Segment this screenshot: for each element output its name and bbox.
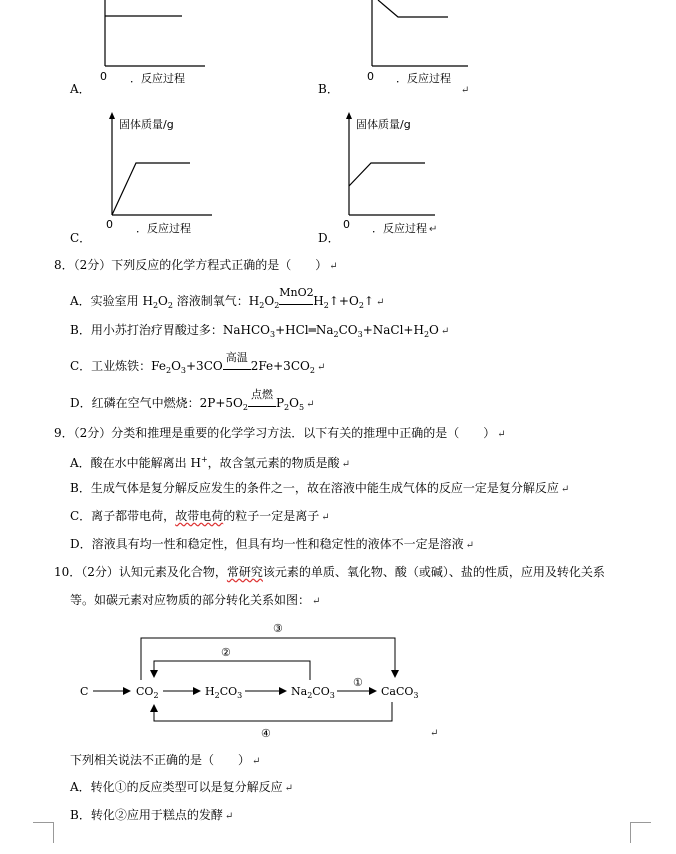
q10-stem-line2: 等。如碳元素对应物质的部分转化关系如图： ↵: [70, 593, 321, 607]
q8-c-condition: 高温: [223, 360, 251, 370]
option-c-label: C．: [70, 231, 92, 245]
q9-option-b: B．生成气体是复分解反应发生的条件之一，故在溶液中能生成气体的反应一定是复分解反应 ↵: [70, 481, 570, 495]
q8-option-a: A．实验室用 $H_2O_2$ 溶液制氧气：$H_2O_2$ MnO2 $H_2↑+O_2↑$ ↵: [70, 286, 385, 310]
page-corner-left: [33, 822, 54, 843]
q8-a-condition: MnO2: [279, 295, 313, 305]
q10-option-b: B．转化②应用于糕点的发酵 ↵: [70, 808, 234, 822]
graph-c-y-arrow: [109, 112, 115, 119]
label-1: ①: [353, 676, 363, 689]
label-2: ②: [221, 646, 231, 659]
graph-c-origin: 0: [106, 218, 113, 231]
label-4: ④: [261, 727, 271, 740]
carbon-conversion-diagram: [0, 610, 676, 745]
q10-sub-stem: 下列相关说法不正确的是（ ） ↵: [70, 753, 261, 767]
arrow-3: [141, 638, 395, 680]
page-corner-right: [630, 822, 651, 843]
q10-option-a: A．转化①的反应类型可以是复分解反应 ↵: [70, 780, 294, 794]
option-d-label: D．: [318, 231, 340, 245]
q8-stem: 8．（2分）下列反应的化学方程式正确的是（ ） ↵: [54, 258, 338, 272]
graph-d-ylabel: 固体质量/g: [356, 118, 411, 131]
arrow-2: [154, 661, 310, 680]
diagram-return-mark: ↵: [430, 728, 439, 739]
q9-option-d: D．溶液具有均一性和稳定性，但具有均一性和稳定性的液体不一定是溶液 ↵: [70, 537, 475, 551]
graph-d-line: [349, 163, 425, 186]
q8-option-c: C．工业炼铁：$Fe_2O_3+3CO$ 高温 $2Fe+3CO_2$ ↵: [70, 351, 326, 375]
graph-c-ylabel: 固体质量/g: [119, 118, 174, 131]
graph-c-xlabel: ．反应过程: [136, 222, 191, 235]
q9-option-c: C．离子都带电荷，故带电荷的粒子一定是离子 ↵: [70, 509, 330, 523]
node-caco3: CaCO$_3$: [381, 685, 419, 700]
graph-a-origin: 0: [100, 70, 107, 83]
graph-d-xlabel: ．反应过程 ↵: [372, 222, 438, 235]
node-c: C: [80, 685, 89, 698]
option-a-label: A．: [70, 82, 91, 96]
q8-d-condition: 点燃: [248, 397, 276, 407]
graph-a-xlabel: ．反应过程: [130, 72, 185, 85]
label-3: ③: [273, 622, 283, 635]
graph-d-origin: 0: [343, 218, 350, 231]
graph-c-line: [112, 163, 190, 215]
graph-b-xlabel: ．反应过程: [396, 72, 451, 85]
q10-stem: 10．（2分）认知元素及化合物，常研究该元素的单质、氧化物、酸（或碱）、盐的性质，应用及转化关系: [54, 565, 605, 579]
node-na2co3: $Na_2CO_3$: [291, 685, 335, 700]
graph-c: [0, 100, 676, 240]
q9-option-a: A．酸在水中能解离出 H+，故含氢元素的物质是酸 ↵: [70, 455, 351, 470]
q8-option-d: D．红磷在空气中燃烧：$2P+5O_2$ 点燃 $P_2O_5$ ↵: [70, 388, 315, 412]
graph-b-line: [378, 0, 448, 17]
node-h2co3: $H_2CO_3$: [205, 685, 243, 700]
arrow-4: [154, 702, 392, 721]
graph-d-y-arrow: [346, 112, 352, 119]
q9-stem: 9．（2分）分类和推理是重要的化学学习方法．以下有关的推理中正确的是（ ） ↵: [54, 426, 506, 440]
q8-option-b: B．用小苏打治疗胃酸过多：$NaHCO_3+HCl═Na_2CO_3+NaCl+H_2O$ ↵: [70, 323, 450, 339]
option-b-label: B． ↵: [318, 82, 470, 96]
graph-b-origin: 0: [367, 70, 374, 83]
node-co2: $CO_2$: [136, 685, 159, 700]
